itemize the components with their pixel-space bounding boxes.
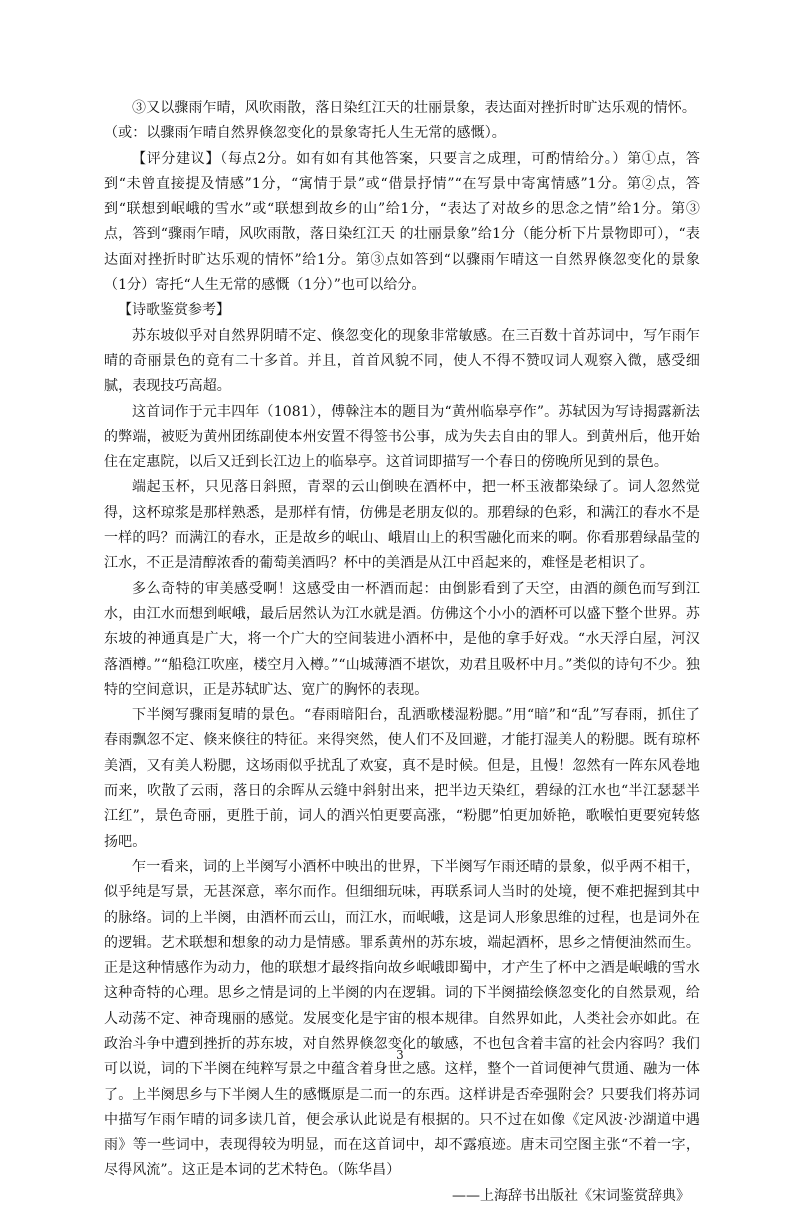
scoring-heading: 【评分建议】 bbox=[132, 150, 221, 167]
scoring-suggestion bbox=[104, 147, 700, 299]
appreciation-paragraph-2: 这首词作于元丰四年（1081），傅榦注本的题目为“黄州临皋亭作”。苏轼因为写诗揭露新法的弊端，被贬为黄州团练副使本州安置不得签书公事，成为失去自由的罪人。到黄州后，他开始住在定惠院，以后又迁到长江边上的临皋亭。这首词即描写一个春日的傍晚所见到的景色。 bbox=[104, 403, 700, 471]
appreciation-heading: 【诗歌鉴赏参考】 bbox=[118, 302, 230, 319]
appreciation-paragraph-6: 乍一看来，词的上半阕写小酒杯中映出的世界，下半阕写乍雨还晴的景象，似乎两不相干，似乎纯是写景，无甚深意，率尔而作。但细细玩味，再联系词人当时的处境，便不难把握到其中的脉络。词的上半阕，由酒杯而云山，而江水，而岷峨，这是词人形象思维的过程，也是词外在的逻辑。艺术联想和想象的动力是情感。罪系黄州的苏东坡，端起酒杯，思乡之情便油然而生。正是这种情感作为动力，他的联想才最终指向故乡岷峨即蜀中，才产生了杯中之酒是岷峨的雪水这种奇特的心理。思乡之情是词的上半阕的内在逻辑。词的下半阕描绘倏忽变化的自然景观，给人动荡不定、神奇瑰丽的感觉。发展变化是宇宙的根本规律。自然界如此，人类社会亦如此。在政治斗争中遭到挫折的苏东坡，对自然界倏忽变化的敏感，不也包含着丰富的社会内容吗？我们可以说，词的下半阕在纯粹写景之中蕴含着身世之感。这样，整个一首词便神气贯通、融为一体了。上半阕思乡与下半阕人生的感慨原是二而一的东西。这样讲是否牵强附会？只要我们将苏词中描写乍雨乍晴的词多读几首，便会承认此说是有根据的。只不过在如像《定风波·沙湖道中遇雨》等一些词中，表现得较为明显，而在这首词中，却不露痕迹。唐末司空图主张“不着一字，尽得风流”。这正是本词的艺术特色。（陈华昌） bbox=[104, 858, 700, 1179]
scoring-text: （每点2分。如有如有其他答案，只要言之成理，可酌情给分。）第①点，答到“未曾直接提及情感”1分，“寓情于景”或“借景抒情”“在写景中寄寓情感”1分。第②点，答到“联想到岷峨的雪水”或“联想到故乡的山”给1分，“表达了对故乡的思念之情”给1分。第③点，答到“骤雨乍晴，风吹雨散，落日染红江天 的壮丽景象”给1分（能分析下片景物即可），“表达面对挫折时旷达乐观的情怀”给1分。第③点如答到“以骤雨乍晴这一自然界倏忽变化的景象（1分）寄托“人生无常的感慨（1分）”也可以给分。 bbox=[104, 150, 700, 294]
page-content bbox=[104, 96, 700, 1209]
appreciation-paragraph-5: 下半阕写骤雨复晴的景色。“春雨暗阳台，乱洒歌楼湿粉腮。”用“暗”和“乱”写春雨，抓住了春雨飘忽不定、倏来倏往的特征。来得突然，使人们不及回避，才能打湿美人的粉腮。既有琼杯美酒，又有美人粉腮，这场雨似乎扰乱了欢宴，真不是时候。但是，且慢！忽然有一阵东风卷地而来，吹散了云雨，落日的余晖从云缝中斜射出来，把半边天染红，碧绿的江水也“半江瑟瑟半江红”，景色奇丽，更胜于前，词人的酒兴怕更要高涨，“粉腮”怕更加娇艳，歌喉怕更要宛转悠扬吧。 bbox=[104, 707, 700, 850]
page-number: 3 bbox=[396, 1048, 404, 1062]
answer-point-3: ③又以骤雨乍晴，风吹雨散，落日染红江天的壮丽景象，表达面对挫折时旷达乐观的情怀。 bbox=[132, 100, 696, 116]
answer-point-3-alternative: （或：以骤雨乍晴自然界倏忽变化的景象寄托人生无常的感慨）。 bbox=[104, 125, 506, 142]
appreciation-paragraph-3: 端起玉杯，只见落日斜照，青翠的云山倒映在酒杯中，把一杯玉液都染绿了。词人忽然觉得，这杯琼浆是那样熟悉，是那样有情，仿佛是老朋友似的。那碧绿的色彩，和满江的春水不是一样的吗？而满江的春水，正是故乡的岷山、峨眉山上的积雪融化而来的啊。你看那碧绿晶莹的江水，不正是清醇浓香的葡萄美酒吗？杯中的美酒是从江中舀起来的，难怪是老相识了。 bbox=[104, 479, 700, 572]
appreciation-paragraph-4: 多么奇特的审美感受啊！这感受由一杯酒而起：由倒影看到了天空，由酒的颜色而写到江水，由江水而想到岷峨，最后居然认为江水就是酒。仿佛这个小小的酒杯可以盛下整个世界。苏东坡的神通真是广大，将一个广大的空间装进小酒杯中，是他的拿手好戏。“水天浮白屋，河汉落酒樽。”“船稳江吹座，楼空月入樽。”“山城薄酒不堪饮，劝君且吸杯中月。”类似的诗句不少。独特的空间意识，正是苏轼旷达、宽广的胸怀的表现。 bbox=[104, 580, 700, 698]
appreciation-paragraph-1: 苏东坡似乎对自然界阴晴不定、倏忽变化的现象非常敏感。在三百数十首苏词中，写乍雨乍晴的奇丽景色的竟有二十多首。并且，首首风貌不同，使人不得不赞叹词人观察入微，感受细腻，表现技巧高超。 bbox=[104, 327, 700, 395]
source-citation: ——上海辞书出版社《宋词鉴赏辞典》 bbox=[452, 1187, 690, 1204]
